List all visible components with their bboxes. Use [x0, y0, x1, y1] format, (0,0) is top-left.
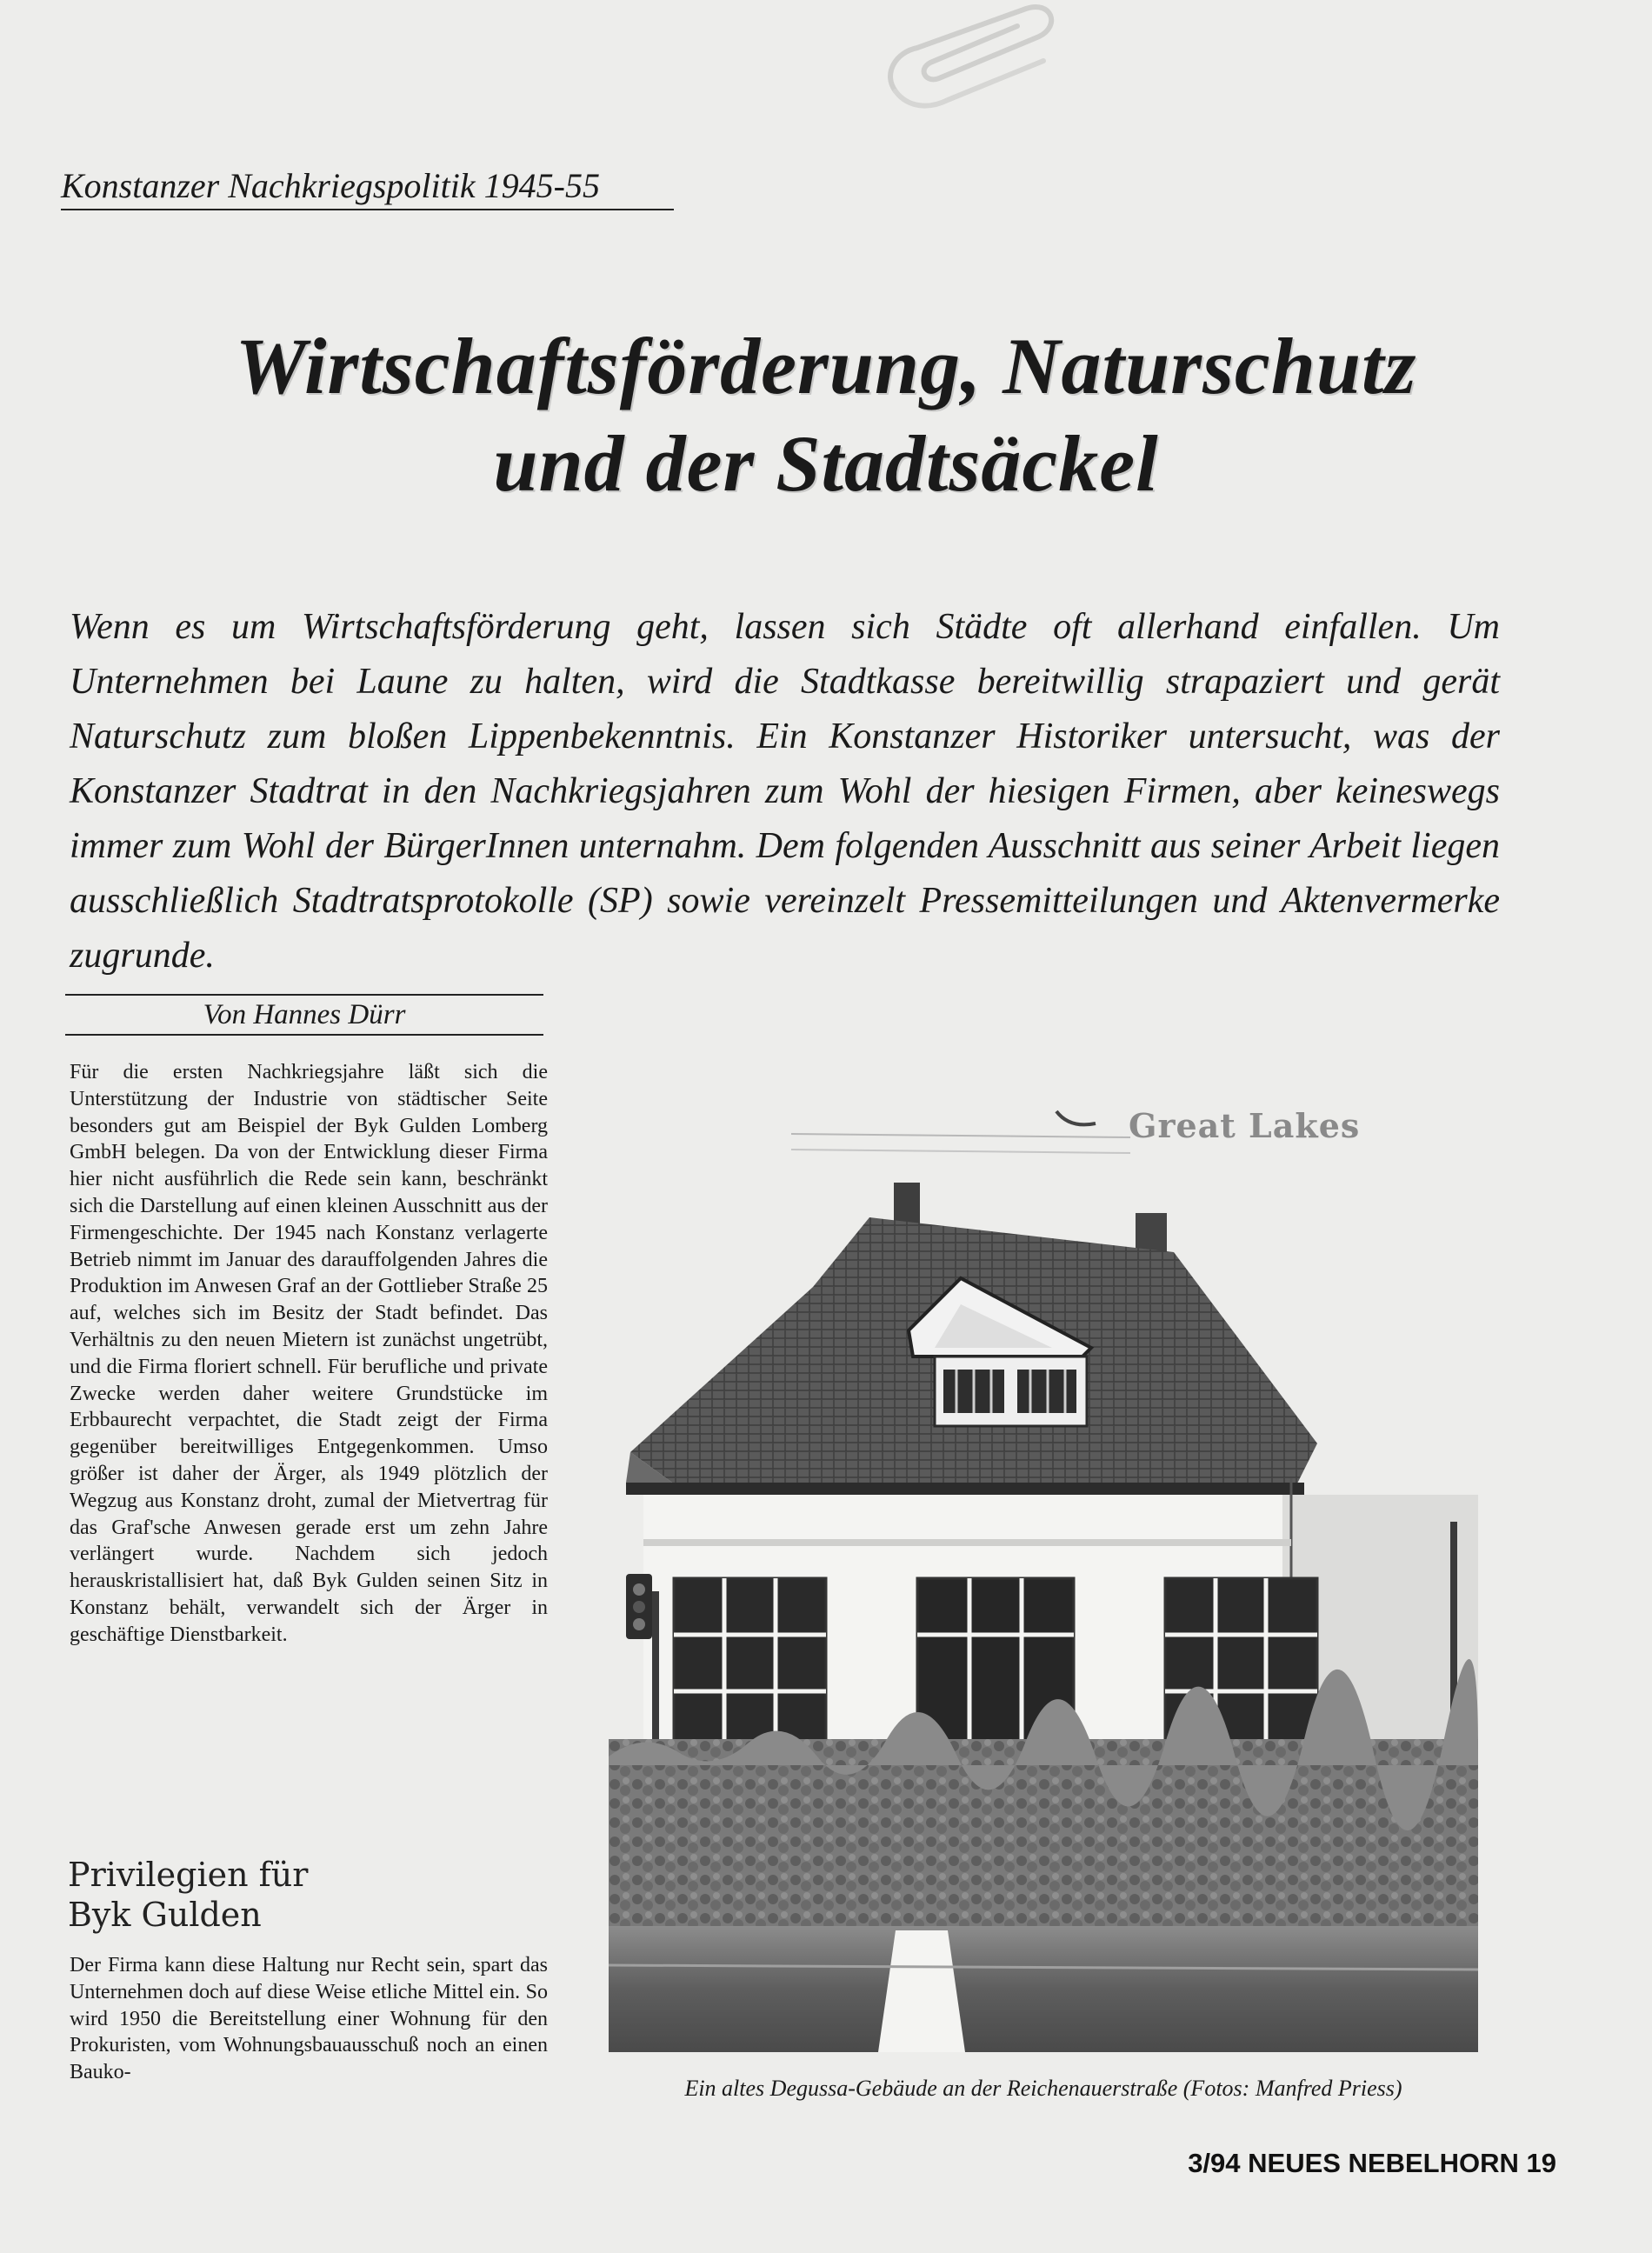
body-paragraph-1: Für die ersten Nachkriegsjahre läßt sich die Unterstützung der Industrie von städtischer Seite besonders gut am Beispiel der Byk Gulden Lomberg GmbH belegen. Da von der Entwicklung dieser Firma hier nicht ausführlich die Rede sein kann, beschränkt sich die Darstellung auf einen kleinen Ausschnitt aus der Firmengeschichte. Der 1945 nach Konstanz verlagerte Betrieb nimmt im Januar des darauffolgenden Jahres die Produktion im Anwesen Graf an der Gottlieber Straße 25 auf, welches sich im Besitz der Stadt befindet. Das Verhältnis zu den neuen Mietern ist zunächst ungetrübt, und die Firma floriert schnell. Für berufliche und private Zwecke werden daher weitere Grundstücke im Erbbaurecht verpachtet, die Stadt zeigt der Firma gegenüber bereitwilliges Entgegenkommen. Umso größer ist daher der Ärger, als 1949 plötzlich der Wegzug aus Konstanz droht, zumal der Mietvertrag für das Graf'sche Anwesen gerade erst um zehn Jahre verlängert wurde. Nachdem sich jedoch herauskristallisiert hat, daß Byk Gulden seinen Sitz in Konstanz behält, verwandelt sich der Ärger in geschäftige Dienstbarkeit.	[70, 1061, 548, 1646]
window-left	[674, 1578, 826, 1748]
page-footer: 3/94 NEUES NEBELHORN 19	[1188, 2148, 1556, 2178]
section-kicker: Konstanzer Nachkriegspolitik 1945-55	[61, 165, 674, 210]
photo-caption: Ein altes Degussa-Gebäude an der Reichenauerstraße (Fotos: Manfred Priess)	[684, 2076, 1402, 2101]
building-photo	[609, 1070, 1478, 2052]
headline-line-1: Wirtschaftsförderung, Naturschutz	[235, 322, 1417, 410]
subheading-line-2: Byk Gulden	[68, 1896, 262, 1934]
byline: Von Hannes Dürr	[65, 994, 543, 1036]
subheading-line-1: Privilegien für	[68, 1856, 309, 1894]
headline	[0, 317, 1652, 512]
subheading	[68, 1855, 546, 1935]
paperclip-icon	[878, 0, 1061, 122]
headline-line-2: und der Stadtsäckel	[493, 419, 1159, 508]
body-paragraph-2: Der Firma kann diese Haltung nur Recht sein, spart das Unternehmen doch auf diese Weise etliche Mittel ein. So wird 1950 die Bereitstellung einer Wohnung für den Prokuristen, vom Wohnungsbauausschuß noch an einen Bauko-	[70, 1954, 548, 2084]
building-sign: Great Lakes	[1129, 1106, 1361, 1145]
lead-paragraph: Wenn es um Wirtschaftsförderung geht, lassen sich Städte oft allerhand einfallen. Um Unternehmen bei Laune zu halten, wird die Stadtkasse bereitwillig strapaziert und gerät Naturschutz zum bloßen Lippenbekenntnis. Ein Konstanzer Historiker untersucht, was der Konstanzer Stadtrat in den Nachkriegsjahren zum Wohl der hiesigen Firmen, aber keineswegs immer zum Wohl der BürgerInnen unternahm. Dem folgenden Ausschnitt aus seiner Arbeit liegen ausschließlich Stadtratsprotokolle (SP) sowie vereinzelt Pressemitteilungen und Aktenvermerke zugrunde.	[70, 607, 1500, 976]
